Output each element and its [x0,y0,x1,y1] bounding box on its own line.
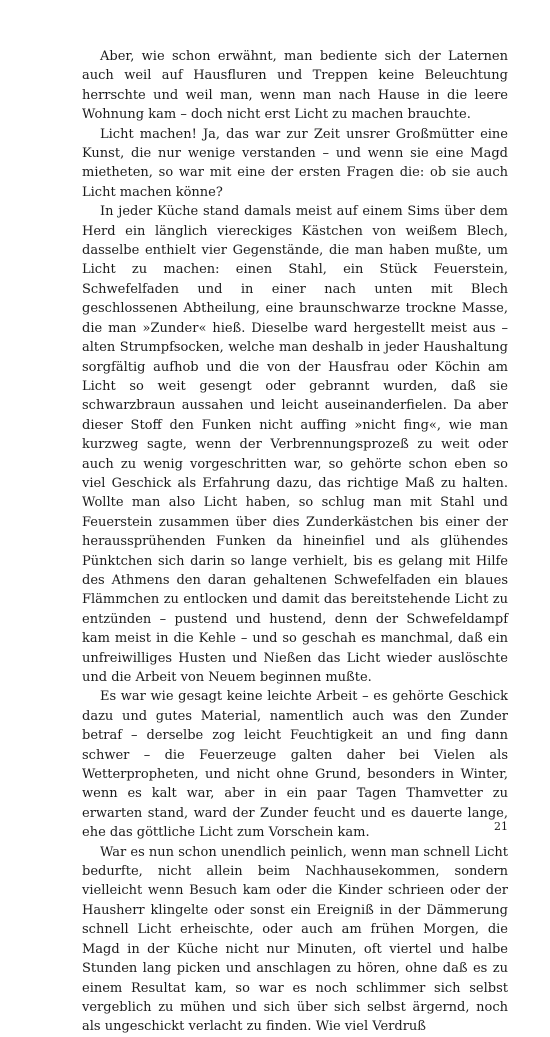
body-text [82,47,508,1037]
page-number: 21 [494,820,508,833]
paragraph: Aber, wie schon erwähnt, man bediente sich der Laternen auch weil auf Hausfluren und Treppen keine Beleuchtung herrschte und weil man, wenn man nach Hause in die leere Wohnung kam – doch nicht erst Licht zu machen brauchte. [82,49,508,123]
paragraph: Licht machen! Ja, das war zur Zeit unsrer Großmütter eine Kunst, die nur wenige verstanden – und wenn sie eine Magd mietheten, so war mit eine der ersten Fragen die: ob sie auch Licht machen könne? [82,126,508,200]
paragraph: Es war wie gesagt keine leichte Arbeit – es gehörte Geschick dazu und gutes Material, namentlich auch was den Zunder betraf – derselbe zog leicht Feuchtigkeit an und fing dann schwer – die Feuerzeuge galten daher bei Vielen als Wetterpropheten, und nicht ohne Grund, besonders in Winter, wenn es kalt war, aber in ein paar Tagen Thamvetter zu erwarten stand, ward der Zunder feucht und es dauerte lange, ehe das göttliche Licht zum Vorschein kam. [82,689,508,841]
paragraph: War es nun schon unendlich peinlich, wenn man schnell Licht bedurfte, nicht allein beim Nachhausekommen, sondern vielleicht wenn Besuch kam oder die Kinder schrieen oder der Hausherr klingelte oder sonst ein Ereigniß in der Dämmerung schnell Licht erheischte, oder auch am frühen Morgen, die Magd in der Küche nicht nur Minuten, oft viertel und halbe Stunden lang picken und anschlagen zu hören, ohne daß es zu einem Resultat kam, so war es noch schlimmer sich selbst vergeblich zu mühen und sich über sich selbst ärgernd, noch als ungeschickt verlacht zu finden. Wie viel Verdruß [82,844,508,1035]
paragraph: In jeder Küche stand damals meist auf einem Sims über dem Herd ein länglich viereckiges Kästchen von weißem Blech, dasselbe enthielt vier Gegenstände, die man haben mußte, um Licht zu machen: einen Stahl, ein Stück Feuerstein, Schwefelfaden und in einer nach unten mit Blech geschlossenen Abtheilung, eine braunschwarze trockne Masse, die man »Zunder« hieß. Dieselbe ward hergestellt meist aus – alten Strumpfsocken, welche man deshalb in jeder Haushaltung sorgfältig aufhob und die von der Hausfrau oder Köchin am Licht so weit gesengt oder gebrannt wurden, daß sie schwarzbraun aussahen und leicht auseinanderfielen. Da aber dieser Stoff den Funken nicht auffing »nicht fing«, wie man kurzweg sagte, wenn der Verbrennungsprozeß zu weit oder auch zu wenig vorgeschritten war, so gehörte schon eben so viel Geschick als Erfahrung dazu, das richtige Maß zu halten. Wollte man also Licht haben, so schlug man mit Stahl und Feuerstein zusammen über dies Zunderkästchen bis einer der heraussprühenden Funken da hineinfiel und als glühendes Pünktchen sich darin so lange verhielt, bis es gelang mit Hilfe des Athmens den daran gehaltenen Schwefelfaden ein blaues Flämmchen zu entlocken und damit das bereitstehende Licht zu entzünden – pustend und hustend, denn der Schwefeldampf kam meist in die Kehle – und so geschah es manchmal, daß ein unfreiwilliges Husten und Nießen das Licht wieder auslöschte und die Arbeit von Neuem beginnen mußte. [82,204,508,685]
